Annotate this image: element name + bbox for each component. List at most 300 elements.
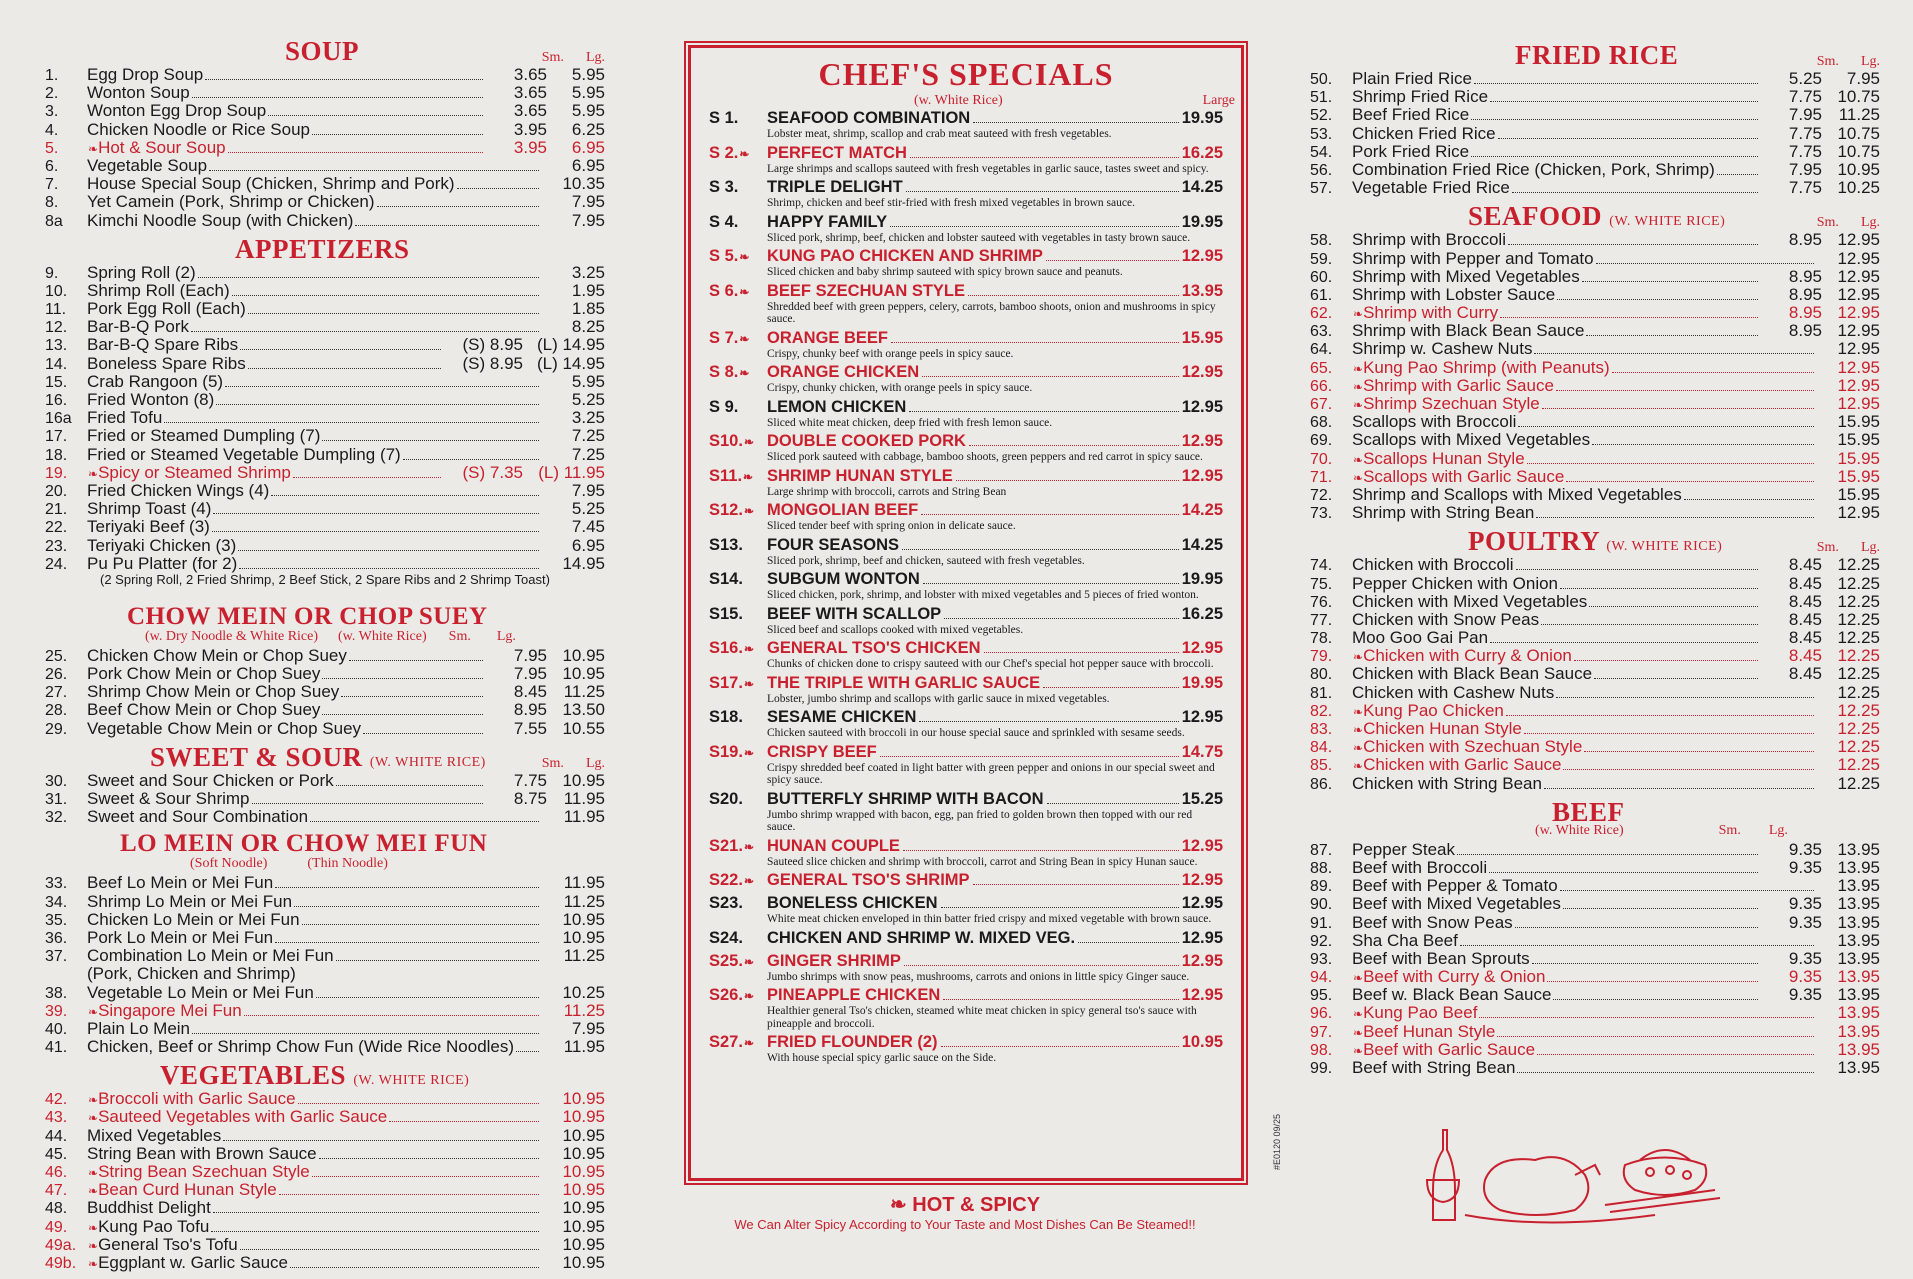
price-small: (S) 7.35 <box>462 462 523 482</box>
price-large: 10.55 <box>562 718 605 738</box>
chef-special-code <box>709 432 767 451</box>
dot-leader <box>268 114 483 116</box>
dot-leader <box>941 906 1179 908</box>
chef-special-code <box>709 329 767 348</box>
dot-leader <box>363 732 483 734</box>
hot-spicy-icon: ❧ <box>739 250 750 264</box>
item-number: 65. <box>1310 359 1333 377</box>
price-large: 11.25 <box>563 1000 605 1020</box>
item-number: 62. <box>1310 305 1333 323</box>
label-small: Sm. <box>541 50 564 65</box>
item-name: Sha Cha Beef <box>1352 930 1458 950</box>
chef-special-name: TRIPLE DELIGHT <box>767 178 903 196</box>
menu-item <box>1310 231 1880 249</box>
item-number: 56. <box>1310 161 1333 179</box>
hot-spicy-icon: ❧ <box>743 435 755 449</box>
note-white-rice: (w. White Rice) <box>338 628 427 644</box>
beef-header <box>1310 796 1880 827</box>
dot-leader <box>389 1120 539 1122</box>
item-number: 44. <box>45 1127 68 1145</box>
dot-leader <box>209 169 539 171</box>
item-name: Sweet and Sour Chicken or Pork <box>87 770 334 790</box>
menu-item <box>45 518 605 536</box>
item-number: 93. <box>1310 950 1333 968</box>
item-number: 87. <box>1310 841 1333 859</box>
item-number: 48. <box>45 1200 68 1218</box>
menu-item <box>1310 841 1880 859</box>
price-large: 10.25 <box>1837 178 1880 198</box>
chef-special-description: Sliced pork sauteed with cabbage, bamboo shoots, green peppers and red carrot in spicy sauce. <box>767 451 1203 463</box>
chef-sub-labels <box>709 93 1235 109</box>
item-name: Shrimp Fried Rice <box>1352 87 1489 107</box>
dot-leader <box>403 458 539 460</box>
section-title-vegetables <box>160 1060 469 1091</box>
item-number: 28. <box>45 702 68 720</box>
dot-leader <box>1586 334 1758 336</box>
item-name: Shrimp Szechuan Style <box>1363 394 1540 413</box>
menu-item <box>45 1181 605 1199</box>
item-number: 76. <box>1310 593 1333 611</box>
menu-item <box>45 264 605 282</box>
dot-leader <box>1584 750 1814 752</box>
chef-special-code <box>709 986 767 1005</box>
menu-item <box>45 409 605 427</box>
chef-special-code-text: S24. <box>709 928 743 947</box>
dot-leader <box>921 513 1178 515</box>
chef-special-name: SHRIMP HUNAN STYLE <box>767 466 953 485</box>
chefs-specials-list <box>709 109 1223 1065</box>
chef-special-description: Sliced tender beef with spring onion in delicate sauce. <box>767 520 1016 532</box>
chef-special-description: With house special spicy garlic sauce on the Side. <box>767 1052 997 1064</box>
chef-special-item <box>709 837 1223 869</box>
price-large: 7.95 <box>571 210 605 230</box>
dot-leader <box>341 695 483 697</box>
price-large: 12.25 <box>1837 755 1880 775</box>
menu-item <box>45 464 605 482</box>
price-small: 7.75 <box>1788 178 1822 198</box>
dot-leader <box>1560 587 1758 589</box>
price-large: 12.25 <box>1837 700 1880 720</box>
chef-special-line <box>709 790 1223 809</box>
price-large: 13.95 <box>1837 1058 1880 1077</box>
menu-item <box>45 373 605 391</box>
dot-leader <box>293 476 441 478</box>
dot-leader <box>1566 480 1814 482</box>
menu-item <box>45 808 605 826</box>
dot-leader <box>969 444 1179 446</box>
chef-special-name: KUNG PAO CHICKEN AND SHRIMP <box>767 247 1043 265</box>
menu-item <box>45 1218 605 1236</box>
dot-leader <box>1512 191 1758 193</box>
chowmein-header <box>45 603 605 629</box>
price-large: 11.25 <box>1838 105 1880 125</box>
menu-item <box>45 893 605 911</box>
dot-leader <box>298 1102 539 1104</box>
item-name: Chicken Hunan Style <box>1363 719 1522 738</box>
dot-leader <box>1047 802 1179 804</box>
dot-leader <box>1594 677 1758 679</box>
price-large: 8.25 <box>571 317 605 337</box>
price-large: 1.95 <box>571 280 605 300</box>
item-number: 74. <box>1310 557 1333 575</box>
chef-special-name: CRISPY BEEF <box>767 742 877 761</box>
dot-leader <box>922 375 1179 377</box>
dot-leader <box>1596 262 1814 264</box>
note-white-rice: (W. WHITE RICE) <box>353 1073 470 1089</box>
item-name: Shrimp with String Bean <box>1352 503 1535 523</box>
item-number: 63. <box>1310 323 1333 341</box>
dot-leader <box>192 1032 539 1034</box>
menu-item <box>1310 738 1880 756</box>
item-number: 47. <box>45 1182 68 1200</box>
chef-special-code <box>709 282 767 301</box>
chef-special-price: 19.95 <box>1181 109 1223 127</box>
hot-spicy-icon: ❧ <box>739 366 750 380</box>
item-number: 68. <box>1310 414 1333 432</box>
chef-special-description: White meat chicken enveloped in thin batter fried crispy and mixed vegetable with brown sauce. <box>767 913 1212 925</box>
dot-leader <box>336 959 539 961</box>
chef-special-item <box>709 144 1223 176</box>
section-title-fried-rice: FRIED RICE <box>1515 40 1679 70</box>
dot-leader <box>240 1248 539 1250</box>
price-large: 13.95 <box>1837 1021 1880 1041</box>
seafood-list <box>1310 231 1880 522</box>
price-large: 13.95 <box>1837 876 1880 896</box>
item-number: 72. <box>1310 486 1333 504</box>
chef-special-code <box>709 398 767 417</box>
price-large: 11.95 <box>563 1037 605 1057</box>
price-large: 10.95 <box>562 1198 605 1218</box>
price-large: 10.75 <box>1837 123 1880 143</box>
hot-spicy-icon: ❧ <box>743 504 755 518</box>
price-large: 15.95 <box>1837 412 1880 432</box>
item-name: Chicken with Garlic Sauce <box>1363 755 1562 775</box>
chef-special-name: FOUR SEASONS <box>767 535 900 554</box>
hot-spicy-note: We Can Alter Spicy According to Your Taste and Most Dishes Can Be Steamed!! <box>734 1217 1196 1232</box>
item-number: 60. <box>1310 268 1333 286</box>
dot-leader <box>312 1175 539 1177</box>
price-small: (S) 8.95 <box>462 353 523 373</box>
chef-special-code <box>709 929 767 948</box>
chef-special-name: MONGOLIAN BEEF <box>767 501 919 519</box>
menu-item <box>45 665 605 683</box>
chef-special-price: 12.95 <box>1181 708 1223 726</box>
chef-special-description: Sliced pork, shrimp, beef and chicken, sauteed with fresh vegetables. <box>767 554 1085 567</box>
chef-special-code-text: S 9. <box>709 397 739 416</box>
hot-spicy-icon: ❧ <box>88 141 99 156</box>
price-small: 3.65 <box>513 101 547 121</box>
chef-special-code-text: S16. <box>709 639 743 657</box>
item-number: 49. <box>45 1218 68 1236</box>
chef-special-code-text: S10. <box>709 432 743 450</box>
item-number: 94. <box>1310 969 1333 987</box>
item-number: 82. <box>1310 702 1333 720</box>
menu-item <box>1310 340 1880 358</box>
price-small: 7.95 <box>513 645 547 665</box>
item-name: Moo Goo Gai Pan <box>1352 628 1489 648</box>
chef-special-price: 15.95 <box>1181 328 1223 347</box>
menu-item <box>45 1145 605 1163</box>
menu-item <box>1310 556 1880 574</box>
menu-item <box>45 193 605 211</box>
price-small: 8.95 <box>1788 321 1822 341</box>
price-large: 12.95 <box>1837 375 1880 395</box>
dot-leader <box>279 1193 539 1195</box>
chef-special-code-text: S 3. <box>709 178 739 196</box>
section-title-sweetsour <box>150 742 486 773</box>
menu-item <box>1310 70 1880 88</box>
dot-leader <box>880 755 1179 757</box>
dot-leader <box>1489 871 1758 873</box>
item-number: 12. <box>45 319 68 337</box>
chef-special-line <box>709 398 1223 417</box>
chef-special-price: 10.95 <box>1181 1033 1223 1051</box>
hot-spicy-label: HOT & SPICY <box>912 1194 1041 1216</box>
chef-special-code <box>709 837 767 856</box>
chef-special-code-text: S18. <box>709 708 743 726</box>
menu-item <box>1310 179 1880 197</box>
item-name: Pork Egg Roll (Each) <box>87 299 246 319</box>
dot-leader <box>1498 137 1758 139</box>
item-number: 35. <box>45 911 68 929</box>
item-number: 43. <box>45 1109 68 1127</box>
chef-special-name: HUNAN COUPLE <box>767 836 900 855</box>
chef-special-description: Jumbo shrimp wrapped with bacon, egg, pan fried to golden brown then topped with our red sauce. <box>767 808 1193 833</box>
label-large: Lg. <box>1860 215 1880 231</box>
item-name: Chicken with Szechuan Style <box>1363 737 1583 757</box>
item-number: 32. <box>45 809 68 827</box>
chef-special-description: Crispy, chunky chicken, with orange peels in spicy sauce. <box>767 382 1033 394</box>
menu-item <box>1310 593 1880 611</box>
item-name: Broccoli with Garlic Sauce <box>98 1089 296 1109</box>
price-large: 10.35 <box>562 174 605 194</box>
hot-spicy-icon: ❧ <box>88 1256 99 1271</box>
hot-spicy-icon: ❧ <box>1353 307 1364 322</box>
dot-leader <box>919 720 1178 722</box>
price-large: 3.25 <box>571 408 605 428</box>
chef-special-name: GENERAL TSO'S CHICKEN <box>767 639 981 657</box>
item-number: 91. <box>1310 914 1333 932</box>
price-large: 5.95 <box>571 65 605 84</box>
dot-leader <box>902 548 1179 550</box>
chef-special-line <box>709 536 1223 555</box>
price-large: 5.95 <box>571 83 605 103</box>
item-number: 97. <box>1310 1023 1333 1041</box>
price-large: 10.95 <box>562 927 605 947</box>
chef-special-code-text: S 5. <box>709 247 739 265</box>
right-column <box>1310 0 1880 1077</box>
chef-special-price: 19.95 <box>1181 673 1223 692</box>
item-name: Chicken Chow Mein or Chop Suey <box>87 645 347 665</box>
price-small: 7.75 <box>1788 141 1822 161</box>
sweetsour-list <box>45 772 605 827</box>
item-name: Shrimp Lo Mein or Mei Fun <box>87 891 293 911</box>
chef-special-code-text: S 7. <box>709 328 739 347</box>
price-small: 8.95 <box>1788 303 1822 323</box>
hot-spicy-icon: ❧ <box>88 466 99 481</box>
lomein-header <box>45 830 605 856</box>
note-white-rice: (W. WHITE RICE) <box>369 754 486 770</box>
dot-leader <box>906 190 1179 192</box>
chef-special-code-text: S25. <box>709 951 743 970</box>
dot-leader <box>956 479 1179 481</box>
chef-special-item <box>709 178 1223 210</box>
item-number: 86. <box>1310 775 1333 793</box>
hot-spicy-icon: ❧ <box>88 1004 99 1019</box>
chef-special-description: Sliced chicken, pork, shrimp, and lobster with mixed vegetables and 5 pieces of fried wonton. <box>767 589 1199 601</box>
item-number: 7. <box>45 176 59 194</box>
note-dry-noodle: (w. Dry Noodle & White Rice) <box>145 628 319 644</box>
dot-leader <box>1518 425 1814 427</box>
chef-special-price: 12.95 <box>1181 432 1223 450</box>
dot-leader <box>1524 732 1814 734</box>
item-name: Fried Tofu <box>87 408 163 428</box>
chef-special-code <box>709 952 767 971</box>
price-large: (L) 14.95 <box>536 353 605 373</box>
item-name: Scallops Hunan Style <box>1363 448 1525 468</box>
menu-item <box>45 1127 605 1145</box>
menu-item <box>45 482 605 500</box>
dot-leader <box>248 312 539 314</box>
hot-spicy-icon: ❧ <box>1353 470 1364 485</box>
dot-leader <box>191 330 539 332</box>
price-large: 10.95 <box>562 1089 605 1109</box>
chef-special-code-text: S 1. <box>709 109 739 127</box>
chef-special-code <box>709 743 767 762</box>
chef-special-description: Large shrimps and scallops sauteed with fresh vegetables in garlic sauce, tastes sweet and spicy. <box>767 162 1209 175</box>
item-number: 61. <box>1310 286 1333 304</box>
menu-item <box>1310 304 1880 322</box>
item-number: 24. <box>45 555 68 573</box>
menu-item <box>1310 322 1880 340</box>
chef-special-price: 12.95 <box>1181 894 1223 912</box>
dot-leader <box>943 998 1178 1000</box>
dot-leader <box>1515 926 1758 928</box>
chef-special-code <box>709 144 767 163</box>
item-name: Combination Fried Rice (Chicken, Pork, Shrimp) <box>1352 159 1715 179</box>
chef-special-item <box>709 674 1223 706</box>
price-small: 9.35 <box>1788 985 1822 1005</box>
chef-special-item <box>709 986 1223 1030</box>
dot-leader <box>355 224 539 226</box>
item-name: Scallops with Mixed Vegetables <box>1352 430 1591 450</box>
chef-special-description: Crispy, chunky beef with orange peels in spicy sauce. <box>767 347 1014 360</box>
chef-special-name: SEAFOOD COMBINATION <box>767 109 971 127</box>
dot-leader <box>1046 259 1179 261</box>
price-large: 13.50 <box>562 700 605 720</box>
dot-leader <box>1457 853 1758 855</box>
chef-special-description: Crispy shredded beef coated in light batter with green pepper and onions in our special sweet and spicy sauce. <box>767 761 1215 786</box>
item-name: Pepper Chicken with Onion <box>1352 573 1559 593</box>
chef-special-description: Sauteed slice chicken and shrimp with broccoli, carrot and String Bean in spicy Hunan sauce. <box>767 855 1198 868</box>
item-number: 29. <box>45 720 68 738</box>
item-number: 46. <box>45 1164 68 1181</box>
menu-item <box>1310 359 1880 377</box>
price-large: 10.95 <box>562 1180 605 1200</box>
price-large: 5.25 <box>571 390 605 409</box>
note-white-rice: (w. White Rice) <box>914 93 1003 108</box>
friedrice-header <box>1310 40 1880 70</box>
price-large: 15.95 <box>1837 466 1880 486</box>
chef-special-code <box>709 213 767 232</box>
dot-leader <box>909 410 1178 412</box>
chef-special-code-text: S14. <box>709 570 743 588</box>
chef-special-description: Shredded beef with green peppers, celery, carrots, bamboo shoots, onion and mushrooms in spicy sauce. <box>767 300 1216 325</box>
price-large: 6.95 <box>571 155 605 175</box>
hot-spicy-icon: ❧ <box>1353 379 1364 394</box>
item-number: 34. <box>45 893 68 911</box>
menu-item <box>1310 106 1880 124</box>
chef-special-code-text: S11. <box>709 466 743 485</box>
dot-leader <box>213 512 539 514</box>
dot-leader <box>198 276 539 278</box>
item-name: Mixed Vegetables <box>87 1125 222 1145</box>
item-name: Sauteed Vegetables with Garlic Sauce <box>98 1107 388 1127</box>
price-large: 13.95 <box>1837 930 1880 950</box>
chef-special-item <box>709 363 1223 395</box>
chowmein-notes <box>45 629 605 647</box>
item-number: 53. <box>1310 125 1333 143</box>
hot-spicy-icon: ❧ <box>1353 741 1364 756</box>
dot-leader <box>1560 889 1814 891</box>
item-name: Beef Hunan Style <box>1363 1021 1496 1041</box>
hot-spicy-icon: ❧ <box>1353 971 1364 986</box>
price-large: 12.95 <box>1837 303 1880 323</box>
chef-special-name: DOUBLE COOKED PORK <box>767 432 966 450</box>
item-number: 37. <box>45 948 68 966</box>
chef-special-description: Lobster meat, shrimp, scallop and crab meat sauteed with fresh vegetables. <box>767 128 1112 140</box>
dot-leader <box>302 923 539 925</box>
chef-special-item <box>709 282 1223 326</box>
chef-special-price: 12.95 <box>1181 466 1223 485</box>
price-large: 13.95 <box>1837 1039 1880 1059</box>
dot-leader <box>1592 443 1814 445</box>
menu-item <box>1310 877 1880 895</box>
label-large: Lg. <box>585 755 605 771</box>
menu-item <box>1310 647 1880 665</box>
menu-item <box>1310 775 1880 793</box>
chef-special-name: SUBGUM WONTON <box>767 570 920 588</box>
price-large: 12.95 <box>1837 321 1880 341</box>
chef-special-code-text: S27. <box>709 1033 743 1051</box>
menu-item <box>1310 286 1880 304</box>
dot-leader <box>968 294 1179 296</box>
chef-special-line <box>709 144 1223 163</box>
dot-leader <box>216 403 539 405</box>
dot-leader <box>1537 1053 1814 1055</box>
hot-spicy-icon: ❧ <box>743 642 755 656</box>
item-name: Chicken with Mixed Vegetables <box>1352 591 1588 611</box>
item-name: Buddhist Delight <box>87 1198 211 1218</box>
menu-item <box>45 701 605 719</box>
chef-special-description: Large shrimp with broccoli, carrots and String Bean <box>767 485 1007 498</box>
item-name: Beef with Mixed Vegetables <box>1352 894 1561 914</box>
item-name: Beef with String Bean <box>1352 1058 1516 1077</box>
menu-item <box>45 336 605 354</box>
note-white-rice: (W. WHITE RICE) <box>1606 539 1723 555</box>
chef-special-item <box>709 432 1223 464</box>
price-large: 12.25 <box>1837 573 1880 593</box>
price-large: 10.95 <box>562 664 605 684</box>
price-large: 12.95 <box>1837 394 1880 413</box>
chef-special-line <box>709 178 1223 197</box>
menu-item <box>1310 504 1880 522</box>
chef-special-price: 12.95 <box>1181 363 1223 381</box>
dot-leader <box>903 849 1179 851</box>
dot-leader <box>1517 1071 1814 1073</box>
menu-item <box>45 1020 605 1038</box>
chef-special-item <box>709 501 1223 533</box>
